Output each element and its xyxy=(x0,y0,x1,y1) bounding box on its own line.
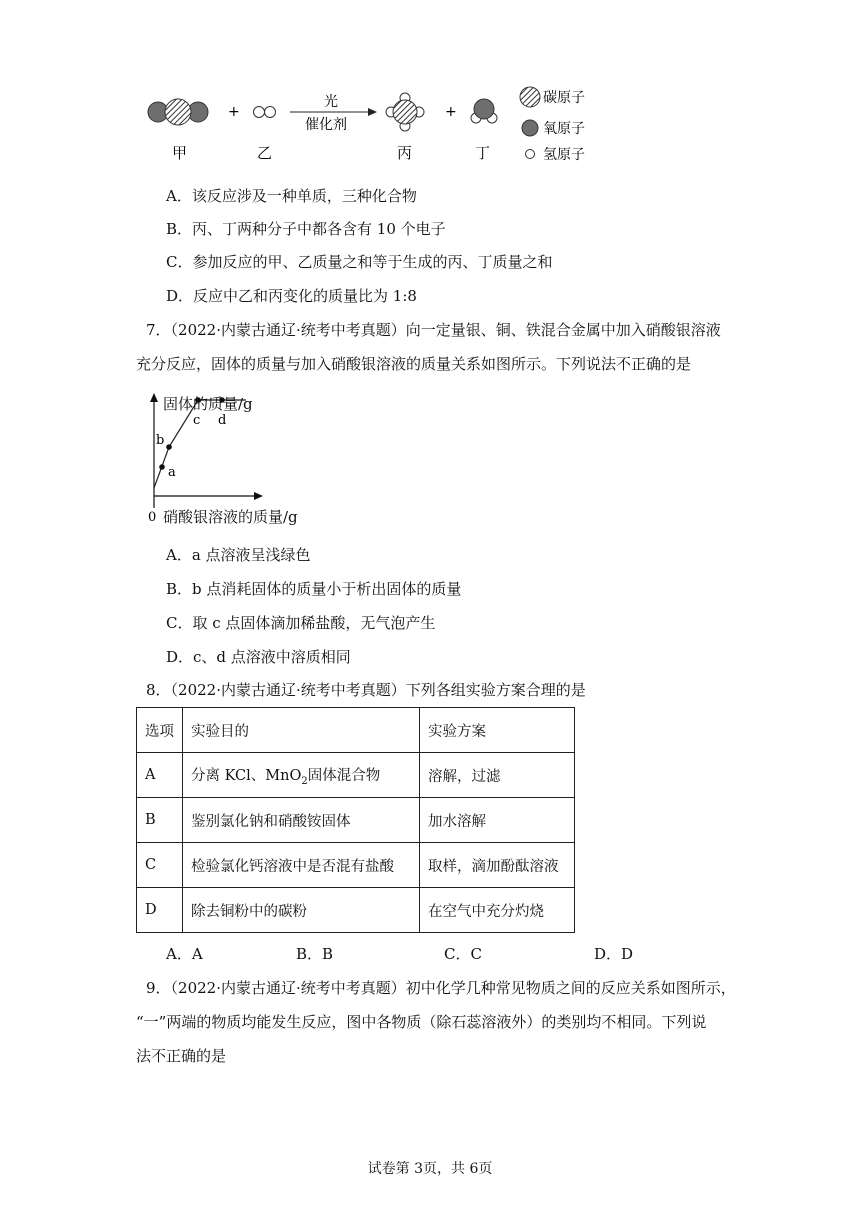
legend-hydrogen-label: 氢原子 xyxy=(543,147,585,163)
table-cell: 溶解，过滤 xyxy=(420,753,575,798)
q8-table xyxy=(136,707,575,933)
table-cell-text: 固体混合物 xyxy=(307,767,381,784)
table-cell: C xyxy=(137,843,183,888)
q9-stem-line1: 9．（2022·内蒙古通辽·统考中考真题）初中化学几种常见物质之间的反应关系如图所示， xyxy=(146,979,736,997)
q7-point-a-label: a xyxy=(168,465,176,480)
q8-option-d: D．D xyxy=(594,945,634,963)
table-cell-text: 分离 KCl、MnO xyxy=(191,767,302,784)
table-cell: 除去铜粉中的碳粉 xyxy=(183,888,420,933)
molecule-label-yi: 乙 xyxy=(257,144,273,162)
q7-point-c-label: c xyxy=(193,413,201,428)
q6-option-c: C．参加反应的甲、乙质量之和等于生成的丙、丁质量之和 xyxy=(166,253,553,271)
reaction-diagram xyxy=(140,84,620,170)
table-cell: B xyxy=(137,798,183,843)
q9-stem-line3: 法不正确的是 xyxy=(136,1047,227,1065)
q8-stem: 8．（2022·内蒙古通辽·统考中考真题）下列各组实验方案合理的是 xyxy=(146,681,586,699)
table-header-row xyxy=(137,708,575,753)
page-footer: 试卷第 3页，共 6页 xyxy=(367,1161,493,1177)
q9-stem-line2: “一”两端的物质均能发生反应，图中各物质（除石蕊溶液外）的类别均不相同。下列说 xyxy=(136,1013,707,1031)
legend-oxygen-label: 氧原子 xyxy=(543,121,585,137)
q6-option-b: B．丙、丁两种分子中都各含有 10 个电子 xyxy=(166,220,446,238)
plus-sign-2: + xyxy=(445,104,457,120)
molecule-label-ding: 丁 xyxy=(475,144,491,162)
q7-option-b: B．b 点消耗固体的质量小于析出固体的质量 xyxy=(166,580,462,598)
table-cell: D xyxy=(137,888,183,933)
q7-point-b xyxy=(166,444,172,450)
table-row xyxy=(137,888,575,933)
table-cell: A xyxy=(137,753,183,798)
q7-origin-label: 0 xyxy=(148,510,157,525)
q7-point-d-label: d xyxy=(218,413,227,428)
table-cell: 加水溶解 xyxy=(420,798,575,843)
table-header-cell: 实验方案 xyxy=(420,708,575,753)
table-cell xyxy=(183,753,420,798)
q8-option-c: C．C xyxy=(444,945,482,963)
table-header-cell: 选项 xyxy=(137,708,183,753)
table-row xyxy=(137,798,575,843)
q8-option-a: A．A xyxy=(166,945,203,963)
table-cell-subscript: 2 xyxy=(301,775,308,787)
legend xyxy=(520,87,585,163)
molecule-bing xyxy=(386,93,424,131)
molecule-label-jia: 甲 xyxy=(172,144,188,162)
q7-point-a xyxy=(159,464,165,470)
molecule-yi xyxy=(254,107,276,118)
q7-option-c: C．取 c 点固体滴加稀盐酸，无气泡产生 xyxy=(166,614,436,632)
q7-graph-xlabel: 硝酸银溶液的质量/g xyxy=(163,508,298,526)
plus-sign-1: + xyxy=(228,104,240,120)
q6-option-a: A．该反应涉及一种单质，三种化合物 xyxy=(166,187,417,205)
table-cell: 在空气中充分灼烧 xyxy=(420,888,575,933)
molecule-label-bing: 丙 xyxy=(397,144,413,162)
condition-top-label: 光 xyxy=(324,94,338,110)
table-row xyxy=(137,753,575,798)
table-row xyxy=(137,843,575,888)
table-cell: 取样，滴加酚酞溶液 xyxy=(420,843,575,888)
legend-carbon-label: 碳原子 xyxy=(543,90,585,106)
table-cell: 鉴别氯化钠和硝酸铵固体 xyxy=(183,798,420,843)
q7-stem-line2: 充分反应，固体的质量与加入硝酸银溶液的质量关系如图所示。下列说法不正确的是 xyxy=(136,355,692,373)
q8-option-b: B．B xyxy=(296,945,334,963)
table-header-cell: 实验目的 xyxy=(183,708,420,753)
molecule-jia xyxy=(148,99,208,125)
q7-option-a: A．a 点溶液呈浅绿色 xyxy=(166,546,311,564)
q7-option-d: D．c、d 点溶液中溶质相同 xyxy=(166,648,351,666)
condition-bottom-label: 催化剂 xyxy=(305,117,347,133)
table-cell: 检验氯化钙溶液中是否混有盐酸 xyxy=(183,843,420,888)
molecule-ding xyxy=(471,99,497,123)
q7-graph-ylabel: 固体的质量/g xyxy=(163,395,253,413)
q6-option-d: D．反应中乙和丙变化的质量比为 1:8 xyxy=(166,287,417,305)
q7-stem-line1: 7．（2022·内蒙古通辽·统考中考真题）向一定量银、铜、铁混合金属中加入硝酸银溶液 xyxy=(146,321,721,339)
q7-point-b-label: b xyxy=(156,433,165,448)
